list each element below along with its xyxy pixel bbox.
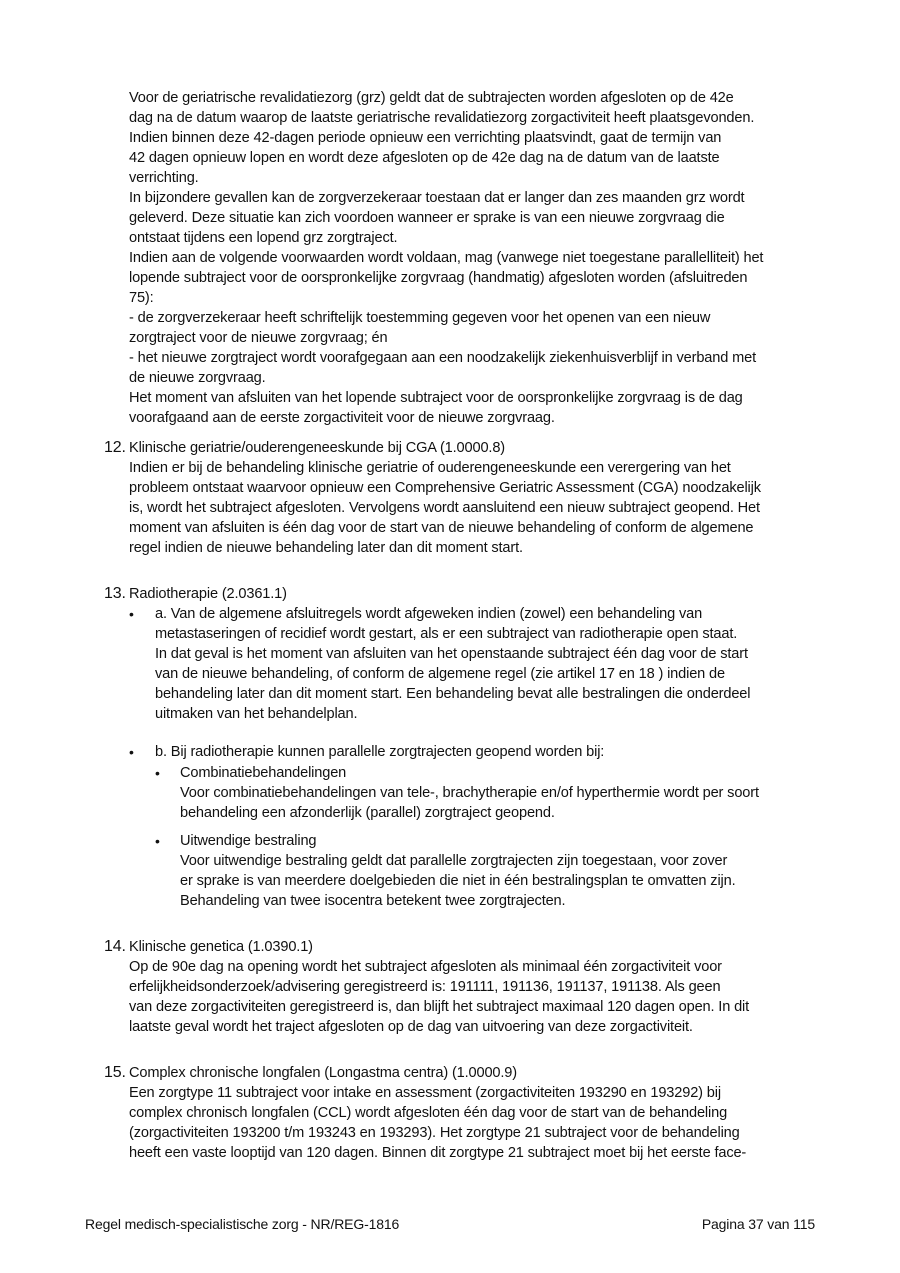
text-line: geleverd. Deze situatie kan zich voordoen wanneer er sprake is van een nieuwe zorgvraag die bbox=[129, 210, 725, 226]
section-number: 14. bbox=[104, 938, 126, 955]
bullet-icon: • bbox=[155, 765, 160, 781]
text-line: Voor combinatiebehandelingen van tele-, brachytherapie en/of hyperthermie wordt per soort bbox=[180, 785, 759, 801]
section-number: 12. bbox=[104, 439, 126, 456]
section-number: 13. bbox=[104, 585, 126, 602]
text-line: van deze zorgactiviteiten geregistreerd is, dan blijft het subtraject maximaal 120 dagen open. In dit bbox=[129, 999, 750, 1015]
text-line: uitmaken van het behandelplan. bbox=[155, 706, 358, 722]
text-line: moment van afsluiten is één dag voor de start van de nieuwe behandeling of conform de algemene bbox=[129, 520, 754, 536]
text-line: ontstaat tijdens een lopend grz zorgtraject. bbox=[129, 230, 398, 246]
text-line: dag na de datum waarop de laatste geriatrische revalidatiezorg zorgactiviteit heeft plaatsgevonden. bbox=[129, 110, 755, 126]
section-title: Klinische geriatrie/ouderengeneeskunde bij CGA (1.0000.8) bbox=[129, 440, 505, 456]
text-line: a. Van de algemene afsluitregels wordt afgeweken indien (zowel) een behandeling van bbox=[155, 606, 703, 622]
text-line: verrichting. bbox=[129, 170, 199, 186]
text-line: van de nieuwe behandeling, of conform de algemene regel (zie artikel 17 en 18 ) indien de bbox=[155, 666, 725, 682]
section-title: Radiotherapie (2.0361.1) bbox=[129, 586, 287, 602]
text-line: behandeling later dan dit moment start. Een behandeling bevat alle bestralingen die onderdeel bbox=[155, 686, 751, 702]
text-line: Indien binnen deze 42-dagen periode opnieuw een verrichting plaatsvindt, gaat de termijn van bbox=[129, 130, 722, 146]
footer-page-number: Pagina 37 van 115 bbox=[701, 1216, 815, 1232]
text-line: (zorgactiviteiten 193200 t/m 193243 en 193293). Het zorgtype 21 subtraject voor de behandeling bbox=[129, 1125, 740, 1141]
text-line: 75): bbox=[129, 290, 154, 306]
text-line: is, wordt het subtraject afgesloten. Vervolgens wordt aansluitend een nieuw subtraject geopend. Het bbox=[129, 500, 760, 516]
section-title: Klinische genetica (1.0390.1) bbox=[129, 939, 313, 955]
text-line: laatste geval wordt het traject afgesloten op de dag van uitvoering van deze zorgactiviteit. bbox=[129, 1019, 693, 1035]
text-line: Een zorgtype 11 subtraject voor intake en assessment (zorgactiviteiten 193290 en 193292) bij bbox=[129, 1085, 721, 1101]
section-number: 15. bbox=[104, 1064, 126, 1081]
text-line: Voor de geriatrische revalidatiezorg (grz) geldt dat de subtrajecten worden afgesloten op de 42e bbox=[129, 90, 734, 106]
footer-document-title: Regel medisch-specialistische zorg - NR/REG-1816 bbox=[85, 1216, 400, 1232]
text-line: regel indien de nieuwe behandeling later dan dit moment start. bbox=[129, 540, 523, 556]
text-line: In bijzondere gevallen kan de zorgverzekeraar toestaan dat er langer dan zes maanden grz wordt bbox=[129, 190, 745, 206]
text-line: - de zorgverzekeraar heeft schriftelijk toestemming gegeven voor het openen van een nieuw bbox=[129, 310, 711, 326]
text-line: de nieuwe zorgvraag. bbox=[129, 370, 266, 386]
text-line: Op de 90e dag na opening wordt het subtraject afgesloten als minimaal één zorgactiviteit voor bbox=[129, 959, 722, 975]
bullet-icon: • bbox=[129, 606, 134, 622]
bullet-icon: • bbox=[155, 833, 160, 849]
text-line: - het nieuwe zorgtraject wordt voorafgegaan aan een noodzakelijk ziekenhuisverblijf in verband met bbox=[129, 350, 756, 366]
text-line: complex chronisch longfalen (CCL) wordt afgesloten één dag voor de start van de behandeling bbox=[129, 1105, 728, 1121]
bullet-icon: • bbox=[129, 744, 134, 760]
text-line: 42 dagen opnieuw lopen en wordt deze afgesloten op de 42e dag na de datum van de laatste bbox=[129, 150, 720, 166]
text-line: Het moment van afsluiten van het lopende subtraject voor de oorspronkelijke zorgvraag is de dag bbox=[129, 390, 743, 406]
text-line: voorafgaand aan de eerste zorgactiviteit voor de nieuwe zorgvraag. bbox=[129, 410, 555, 426]
text-line: Voor uitwendige bestraling geldt dat parallelle zorgtrajecten zijn toegestaan, voor zover bbox=[180, 853, 728, 869]
sub-item-title: Uitwendige bestraling bbox=[180, 833, 317, 849]
text-line: lopende subtraject voor de oorspronkelijke zorgvraag (handmatig) afgesloten worden (afsluitreden bbox=[129, 270, 748, 286]
text-line: metastaseringen of recidief wordt gestart, als er een subtraject van radiotherapie open staat. bbox=[155, 626, 738, 642]
section-title: Complex chronische longfalen (Longastma centra) (1.0000.9) bbox=[129, 1065, 517, 1081]
text-line: behandeling een afzonderlijk (parallel) zorgtraject geopend. bbox=[180, 805, 555, 821]
text-line: heeft een vaste looptijd van 120 dagen. Binnen dit zorgtype 21 subtraject moet bij het eerste face- bbox=[129, 1145, 747, 1161]
text-line: zorgtraject voor de nieuwe zorgvraag; én bbox=[129, 330, 388, 346]
text-line: probleem ontstaat waarvoor opnieuw een Comprehensive Geriatric Assessment (CGA) noodzakelijk bbox=[129, 480, 761, 496]
text-line: Behandeling van twee isocentra betekent twee zorgtrajecten. bbox=[180, 893, 566, 909]
text-line: b. Bij radiotherapie kunnen parallelle zorgtrajecten geopend worden bij: bbox=[155, 744, 605, 760]
text-line: In dat geval is het moment van afsluiten van het openstaande subtraject één dag voor de start bbox=[155, 646, 748, 662]
text-line: Indien er bij de behandeling klinische geriatrie of ouderengeneeskunde een verergering van het bbox=[129, 460, 731, 476]
text-line: er sprake is van meerdere doelgebieden die niet in één bestralingsplan te omvatten zijn. bbox=[180, 873, 736, 889]
text-line: Indien aan de volgende voorwaarden wordt voldaan, mag (vanwege niet toegestane parallelliteit) het bbox=[129, 250, 764, 266]
sub-item-title: Combinatiebehandelingen bbox=[180, 765, 347, 781]
text-line: erfelijkheidsonderzoek/advisering geregistreerd is: 191111, 191136, 191137, 191138. Als geen bbox=[129, 979, 721, 995]
